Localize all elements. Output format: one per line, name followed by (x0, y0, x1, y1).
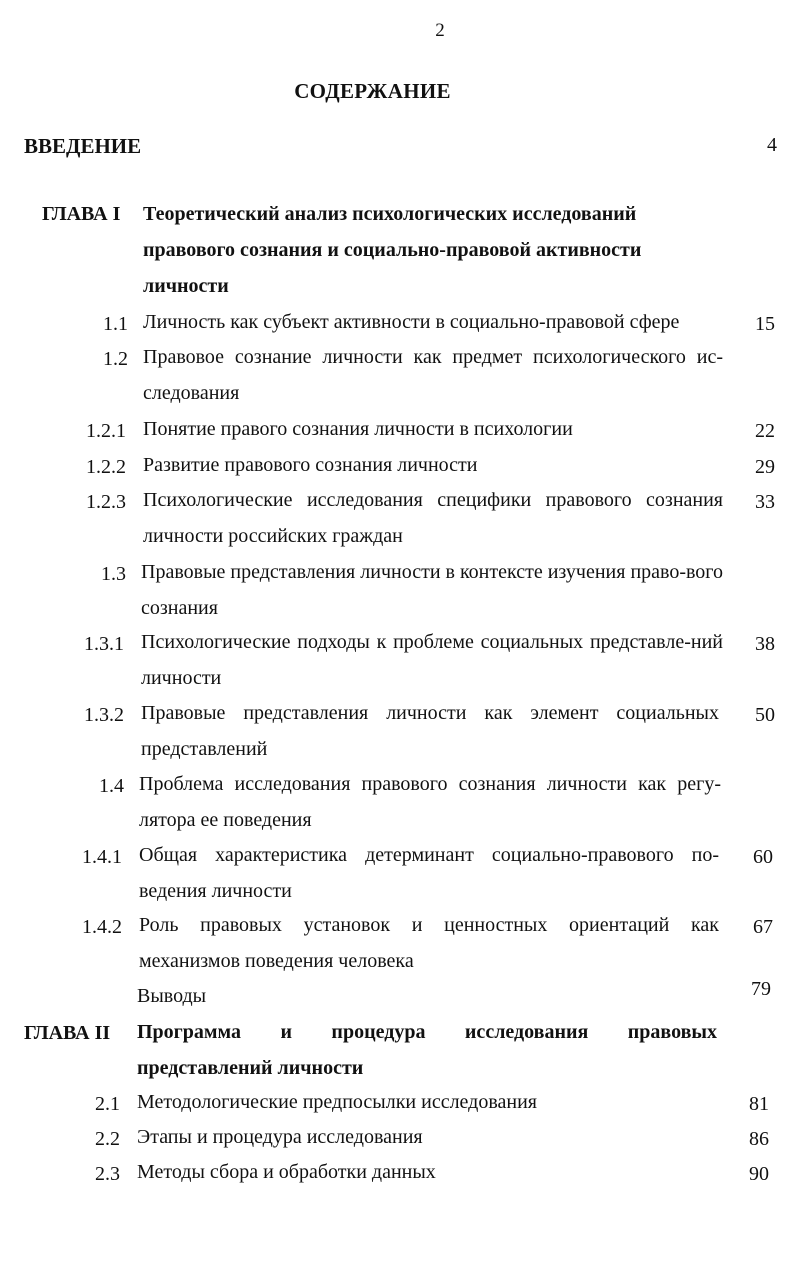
entry-title: Проблема исследования правового сознания личности как регу-лятора ее поведения (139, 773, 721, 831)
entry-number: 1.4.1 (82, 846, 122, 868)
entry-number: 1.3 (101, 563, 126, 585)
entry-number: 1.4 (99, 775, 124, 797)
entry-number: 1.3.2 (84, 704, 124, 726)
entry-title: Методологические предпосылки исследования (137, 1091, 537, 1113)
entry-page-number: 90 (749, 1163, 769, 1185)
entry-title: Психологические исследования специфики правового сознания личности российских граждан (143, 489, 723, 547)
entry-title: Понятие правого сознания личности в психологии (143, 418, 573, 440)
entry-title: Правовые представления личности в контексте изучения право-вого сознания (141, 561, 723, 619)
entry-page-number: 38 (755, 633, 775, 655)
entry-page-number: 15 (755, 313, 775, 335)
entry-page-number: 79 (751, 978, 771, 1000)
chapter-2-title: Программа и процедура исследования правовых представлений личности (137, 1021, 717, 1079)
entry-title: Правовое сознание личности как предмет психологического ис-следования (143, 346, 723, 404)
entry-title: Этапы и процедура исследования (137, 1126, 423, 1148)
chapter-1-label: ГЛАВА I (42, 203, 121, 225)
entry-page-number: 22 (755, 420, 775, 442)
entry-page-number: 50 (755, 704, 775, 726)
entry-number: 2.2 (95, 1128, 120, 1150)
entry-page-number: 86 (749, 1128, 769, 1150)
intro-label: ВВЕДЕНИЕ (24, 134, 142, 158)
entry-title: Методы сбора и обработки данных (137, 1161, 436, 1183)
chapter-1-title: Теоретический анализ психологических исследований правового сознания и социально-правовой активности личности (143, 203, 642, 297)
entry-title: Развитие правового сознания личности (143, 454, 478, 476)
entry-number: 2.3 (95, 1163, 120, 1185)
entry-number: 1.2.2 (86, 456, 126, 478)
entry-title: Личность как субъект активности в социально-правовой сфере (143, 311, 680, 333)
page-number: 2 (435, 20, 445, 41)
entry-title: Общая характеристика детерминант социально-правового по-ведения личности (139, 844, 719, 902)
entry-page-number: 60 (753, 846, 773, 868)
entry-title: Правовые представления личности как элемент социальных представлений (141, 702, 719, 760)
entry-number: 1.3.1 (84, 633, 124, 655)
contents-title: СОДЕРЖАНИЕ (294, 79, 451, 103)
entry-page-number: 33 (755, 491, 775, 513)
entry-number: 1.2 (103, 348, 128, 370)
entry-page-number: 81 (749, 1093, 769, 1115)
entry-number: 1.2.3 (86, 491, 126, 513)
entry-title: Роль правовых установок и ценностных ориентаций как механизмов поведения человека (139, 914, 719, 972)
entry-number: 1.1 (103, 313, 128, 335)
entry-number: 1.4.2 (82, 916, 122, 938)
entry-number: 1.2.1 (86, 420, 126, 442)
entry-title: Выводы (137, 985, 207, 1007)
entry-number: 2.1 (95, 1093, 120, 1115)
entry-page-number: 67 (753, 916, 773, 938)
intro-page-number: 4 (767, 134, 777, 156)
chapter-2-label: ГЛАВА II (24, 1022, 111, 1044)
entry-page-number: 29 (755, 456, 775, 478)
entry-title: Психологические подходы к проблеме социальных представле-ний личности (141, 631, 723, 689)
